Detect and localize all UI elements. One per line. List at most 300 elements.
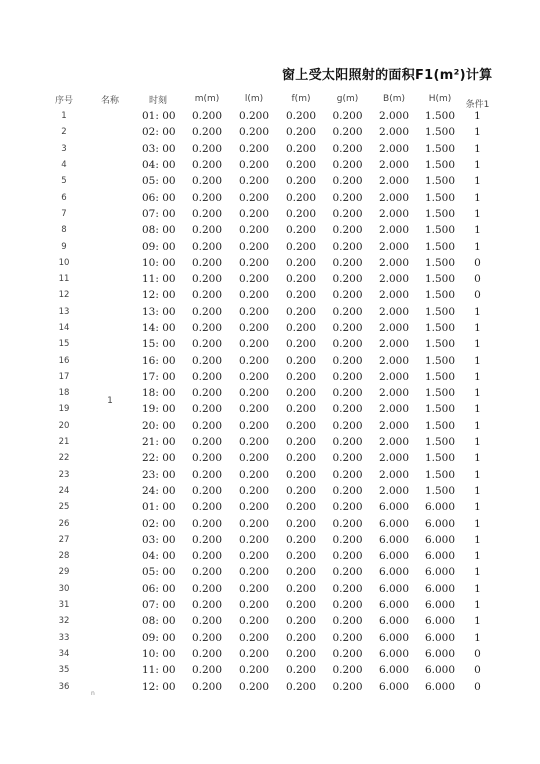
cell-m: 0.200 — [191, 273, 223, 286]
cell-g: 0.200 — [332, 419, 363, 432]
cell-condition: 1 — [474, 191, 481, 204]
cell-m: 0.200 — [191, 680, 223, 693]
cell-condition: 1 — [474, 631, 481, 644]
cell-time: 10: 00 — [142, 256, 176, 269]
cell-l: 0.200 — [238, 240, 270, 253]
cell-h: 6.000 — [424, 615, 456, 628]
cell-index: 28 — [58, 551, 70, 562]
cell-condition: 1 — [474, 224, 481, 237]
cell-b: 2.000 — [378, 322, 410, 334]
cell-index: 22 — [58, 453, 70, 464]
cell-m: 0.200 — [191, 501, 223, 514]
cell-condition: 1 — [474, 501, 481, 514]
cell-g: 0.200 — [332, 289, 363, 302]
cell-index: 15 — [58, 339, 70, 350]
cell-b: 2.000 — [378, 240, 410, 253]
cell-condition: 0 — [474, 647, 481, 660]
cell-time: 21: 00 — [142, 436, 176, 449]
cell-condition: 1 — [474, 436, 481, 449]
cell-m: 0.200 — [191, 175, 223, 188]
cell-g: 0.200 — [332, 550, 363, 563]
cell-f: 0.200 — [285, 126, 317, 139]
sheet-title: 窗上受太阳照射的面积F1(m²)计算 — [282, 68, 493, 83]
cell-b: 2.000 — [378, 370, 410, 383]
cell-condition: 1 — [474, 142, 481, 155]
cell-m: 0.200 — [191, 256, 223, 269]
cell-condition: 1 — [474, 533, 481, 546]
header-g: g(m) — [336, 94, 359, 104]
cell-b: 2.000 — [378, 191, 410, 204]
cell-h: 1.500 — [424, 322, 456, 334]
cell-m: 0.200 — [191, 142, 223, 155]
cell-f: 0.200 — [285, 273, 317, 286]
cell-f: 0.200 — [285, 664, 317, 677]
cell-time: 16: 00 — [142, 354, 176, 367]
cell-condition: 1 — [474, 354, 481, 367]
cell-index: 17 — [58, 371, 70, 382]
cell-m: 0.200 — [191, 370, 223, 383]
cell-time: 19: 00 — [142, 403, 176, 416]
cell-condition: 1 — [474, 419, 481, 432]
cell-b: 6.000 — [378, 582, 410, 595]
cell-h: 6.000 — [424, 631, 456, 644]
cell-l: 0.200 — [238, 256, 270, 269]
cell-b: 2.000 — [378, 289, 410, 302]
cell-f: 0.200 — [285, 142, 317, 155]
header-index: 序号 — [54, 95, 73, 106]
cell-time: 24: 00 — [142, 484, 176, 497]
cell-time: 03: 00 — [142, 142, 176, 155]
cell-time: 02: 00 — [142, 517, 176, 530]
cell-h: 1.500 — [424, 354, 456, 367]
cell-index: 4 — [61, 160, 67, 171]
cell-g: 0.200 — [332, 142, 363, 155]
cell-b: 2.000 — [378, 387, 410, 400]
cell-m: 0.200 — [191, 436, 223, 449]
cell-index: 14 — [58, 323, 70, 333]
cell-b: 6.000 — [378, 566, 410, 579]
cell-f: 0.200 — [285, 599, 317, 612]
cell-m: 0.200 — [191, 126, 223, 139]
cell-f: 0.200 — [285, 370, 317, 383]
cell-m: 0.200 — [191, 566, 223, 579]
header-l: l(m) — [244, 94, 264, 104]
cell-condition: 1 — [474, 159, 481, 172]
cell-l: 0.200 — [238, 305, 270, 318]
cell-g: 0.200 — [332, 159, 363, 172]
cell-f: 0.200 — [285, 403, 317, 416]
cell-f: 0.200 — [285, 647, 317, 660]
cell-condition: 1 — [474, 550, 481, 563]
cell-g: 0.200 — [332, 191, 363, 204]
cell-condition: 0 — [474, 680, 481, 693]
cell-h: 1.500 — [424, 403, 456, 416]
cell-g: 0.200 — [332, 370, 363, 383]
cell-time: 18: 00 — [142, 387, 176, 400]
cell-l: 0.200 — [238, 159, 270, 172]
cell-time: 06: 00 — [142, 191, 176, 204]
cell-l: 0.200 — [238, 175, 270, 188]
cell-l: 0.200 — [238, 354, 270, 367]
header-name: 名称 — [100, 95, 119, 106]
cell-b: 2.000 — [378, 110, 410, 123]
cell-l: 0.200 — [238, 680, 270, 693]
cell-b: 2.000 — [378, 159, 410, 172]
cell-h: 6.000 — [424, 599, 456, 612]
cell-time: 08: 00 — [142, 224, 176, 237]
cell-g: 0.200 — [332, 240, 363, 253]
cell-time: 12: 00 — [142, 289, 176, 302]
cell-index: 1 — [61, 111, 67, 122]
cell-g: 0.200 — [332, 615, 363, 628]
cell-f: 0.200 — [285, 338, 317, 351]
cell-h: 6.000 — [424, 647, 456, 660]
cell-h: 1.500 — [424, 338, 456, 351]
cell-l: 0.200 — [238, 501, 270, 514]
cell-l: 0.200 — [238, 484, 270, 497]
cell-b: 6.000 — [378, 680, 410, 693]
cell-g: 0.200 — [332, 224, 363, 237]
cell-l: 0.200 — [238, 338, 270, 351]
cell-h: 1.500 — [424, 305, 456, 318]
cell-b: 6.000 — [378, 664, 410, 677]
cell-h: 1.500 — [424, 387, 456, 400]
cell-f: 0.200 — [285, 631, 317, 644]
cell-time: 05: 00 — [142, 175, 176, 188]
cell-time: 12: 00 — [142, 680, 176, 693]
cell-h: 1.500 — [424, 207, 456, 220]
cell-f: 0.200 — [285, 110, 317, 123]
cell-f: 0.200 — [285, 256, 317, 269]
cell-g: 0.200 — [332, 322, 363, 334]
cell-condition: 0 — [474, 273, 481, 286]
cell-index: 27 — [58, 534, 70, 545]
cell-index: 34 — [58, 648, 70, 659]
cell-b: 2.000 — [378, 126, 410, 139]
cell-time: 06: 00 — [142, 582, 176, 595]
cell-l: 0.200 — [238, 110, 270, 123]
cell-index: 2 — [61, 127, 67, 138]
cell-b: 2.000 — [378, 175, 410, 188]
cell-f: 0.200 — [285, 191, 317, 204]
cell-m: 0.200 — [191, 664, 223, 677]
cell-index: 7 — [61, 208, 67, 219]
cell-h: 1.500 — [424, 370, 456, 383]
cell-condition: 1 — [474, 582, 481, 595]
cell-condition: 1 — [474, 207, 481, 220]
cell-f: 0.200 — [285, 501, 317, 514]
cell-h: 1.500 — [424, 419, 456, 432]
cell-l: 0.200 — [238, 207, 270, 220]
cell-h: 1.500 — [424, 273, 456, 286]
cell-f: 0.200 — [285, 680, 317, 693]
cell-condition: 1 — [474, 126, 481, 139]
cell-b: 2.000 — [378, 419, 410, 432]
cell-index: 5 — [61, 176, 67, 187]
cell-f: 0.200 — [285, 484, 317, 497]
cell-h: 1.500 — [424, 436, 456, 449]
cell-condition: 0 — [474, 289, 481, 302]
header-m: m(m) — [194, 94, 220, 104]
cell-h: 6.000 — [424, 566, 456, 579]
cell-b: 2.000 — [378, 256, 410, 269]
cell-index: 29 — [58, 567, 70, 578]
cell-g: 0.200 — [332, 256, 363, 269]
cell-b: 2.000 — [378, 142, 410, 155]
cell-g: 0.200 — [332, 354, 363, 367]
cell-b: 6.000 — [378, 533, 410, 546]
cell-h: 6.000 — [424, 501, 456, 514]
cell-time: 04: 00 — [142, 550, 176, 563]
cell-g: 0.200 — [332, 631, 363, 644]
cell-g: 0.200 — [332, 484, 363, 497]
cell-condition: 1 — [474, 403, 481, 416]
cell-g: 0.200 — [332, 680, 363, 693]
cell-index: 9 — [61, 241, 67, 252]
cell-l: 0.200 — [238, 517, 270, 530]
cell-l: 0.200 — [238, 582, 270, 595]
header-time: 时刻 — [148, 95, 167, 106]
cell-index: 18 — [58, 388, 70, 399]
header-condition — [463, 90, 492, 108]
cell-condition: 1 — [474, 484, 481, 497]
cell-l: 0.200 — [238, 452, 270, 465]
cell-condition: 1 — [474, 175, 481, 188]
table-row — [40, 108, 492, 124]
cell-b: 6.000 — [378, 631, 410, 644]
cell-time: 02: 00 — [142, 126, 176, 139]
cell-b: 6.000 — [378, 615, 410, 628]
cell-time: 22: 00 — [142, 452, 176, 465]
cell-f: 0.200 — [285, 240, 317, 253]
cell-h: 6.000 — [424, 533, 456, 546]
cell-f: 0.200 — [285, 305, 317, 318]
cell-b: 2.000 — [378, 436, 410, 449]
cell-b: 6.000 — [378, 647, 410, 660]
cell-g: 0.200 — [332, 599, 363, 612]
cell-l: 0.200 — [238, 126, 270, 139]
cell-time: 11: 00 — [142, 664, 176, 677]
cell-time: 09: 00 — [142, 631, 176, 644]
cell-l: 0.200 — [238, 289, 270, 302]
cell-g: 0.200 — [332, 582, 363, 595]
cell-b: 2.000 — [378, 354, 410, 367]
cell-g: 0.200 — [332, 533, 363, 546]
cell-m: 0.200 — [191, 452, 223, 465]
cell-l: 0.200 — [238, 664, 270, 677]
cell-g: 0.200 — [332, 175, 363, 188]
cell-g: 0.200 — [332, 305, 363, 318]
cell-m: 0.200 — [191, 631, 223, 644]
cell-m: 0.200 — [191, 354, 223, 367]
cell-time: 14: 00 — [142, 322, 176, 334]
cell-l: 0.200 — [238, 370, 270, 383]
cell-l: 0.200 — [238, 647, 270, 660]
cell-f: 0.200 — [285, 517, 317, 530]
cell-b: 6.000 — [378, 501, 410, 514]
cell-h: 1.500 — [424, 224, 456, 237]
cell-f: 0.200 — [285, 582, 317, 595]
cell-index: 33 — [58, 632, 70, 643]
cell-index: 20 — [58, 420, 70, 431]
cell-m: 0.200 — [191, 305, 223, 318]
cell-l: 0.200 — [238, 191, 270, 204]
cell-time: 05: 00 — [142, 566, 176, 579]
cell-g: 0.200 — [332, 517, 363, 530]
cell-m: 0.200 — [191, 289, 223, 302]
cell-h: 1.500 — [424, 126, 456, 139]
cell-h: 6.000 — [424, 680, 456, 693]
cell-time: 04: 00 — [142, 159, 176, 172]
cell-l: 0.200 — [238, 273, 270, 286]
cell-f: 0.200 — [285, 452, 317, 465]
cell-l: 0.200 — [238, 631, 270, 644]
cell-b: 6.000 — [378, 550, 410, 563]
cell-condition: 0 — [474, 664, 481, 677]
cell-index: 36 — [58, 681, 70, 692]
cell-l: 0.200 — [238, 224, 270, 237]
cell-f: 0.200 — [285, 566, 317, 579]
cell-time: 01: 00 — [142, 110, 176, 123]
cell-g: 0.200 — [332, 387, 363, 400]
cell-index: 23 — [58, 469, 70, 480]
cell-b: 2.000 — [378, 403, 410, 416]
cell-m: 0.200 — [191, 615, 223, 628]
cell-time: 11: 00 — [142, 273, 176, 286]
cell-l: 0.200 — [238, 322, 270, 334]
cell-g: 0.200 — [332, 436, 363, 449]
cell-index: 6 — [61, 192, 67, 203]
cell-g: 0.200 — [332, 664, 363, 677]
cell-f: 0.200 — [285, 550, 317, 563]
cell-g: 0.200 — [332, 273, 363, 286]
cell-f: 0.200 — [285, 354, 317, 367]
cell-m: 0.200 — [191, 387, 223, 400]
cell-f: 0.200 — [285, 419, 317, 432]
cell-b: 2.000 — [378, 338, 410, 351]
cell-m: 0.200 — [191, 647, 223, 660]
cell-m: 0.200 — [191, 468, 223, 481]
cell-index: 8 — [61, 225, 67, 236]
cell-index: 16 — [58, 355, 70, 366]
cell-time: 07: 00 — [142, 207, 176, 220]
cell-b: 2.000 — [378, 468, 410, 481]
cell-g: 0.200 — [332, 647, 363, 660]
cell-g: 0.200 — [332, 566, 363, 579]
cell-f: 0.200 — [285, 436, 317, 449]
cell-h: 1.500 — [424, 468, 456, 481]
cell-l: 0.200 — [238, 403, 270, 416]
cell-h: 1.500 — [424, 159, 456, 172]
cell-condition: 1 — [474, 305, 481, 318]
cell-b: 2.000 — [378, 484, 410, 497]
cell-index: 19 — [58, 404, 70, 415]
cell-f: 0.200 — [285, 207, 317, 220]
cell-m: 0.200 — [191, 517, 223, 530]
cell-condition: 1 — [474, 468, 481, 481]
cell-index: 21 — [58, 437, 70, 448]
cell-h: 1.500 — [424, 191, 456, 204]
cell-time: 13: 00 — [142, 305, 176, 318]
cell-condition: 1 — [474, 370, 481, 383]
cell-m: 0.200 — [191, 240, 223, 253]
table-body — [40, 108, 492, 695]
cell-h: 1.500 — [424, 256, 456, 269]
cell-g: 0.200 — [332, 468, 363, 481]
cell-g: 0.200 — [332, 338, 363, 351]
cell-m: 0.200 — [191, 419, 223, 432]
cell-condition: 1 — [474, 566, 481, 579]
cell-h: 6.000 — [424, 664, 456, 677]
cell-f: 0.200 — [285, 159, 317, 172]
cell-time: 15: 00 — [142, 338, 176, 351]
cell-b: 2.000 — [378, 273, 410, 286]
cell-index: 26 — [58, 518, 70, 529]
cell-condition: 1 — [474, 517, 481, 530]
cell-b: 2.000 — [378, 452, 410, 465]
cell-l: 0.200 — [238, 387, 270, 400]
cell-condition: 1 — [474, 615, 481, 628]
cell-index: 11 — [58, 274, 70, 285]
header-row — [40, 90, 492, 108]
cell-l: 0.200 — [238, 419, 270, 432]
cell-h: 1.500 — [424, 240, 456, 253]
cell-h: 6.000 — [424, 550, 456, 563]
cell-m: 0.200 — [191, 403, 223, 416]
cell-time: 09: 00 — [142, 240, 176, 253]
cell-f: 0.200 — [285, 289, 317, 302]
cell-b: 2.000 — [378, 305, 410, 318]
cell-l: 0.200 — [238, 615, 270, 628]
cell-m: 0.200 — [191, 599, 223, 612]
cell-index: 3 — [61, 143, 67, 154]
cell-index: 12 — [58, 290, 70, 301]
cell-l: 0.200 — [238, 533, 270, 546]
cell-m: 0.200 — [191, 207, 223, 220]
cell-m: 0.200 — [191, 224, 223, 237]
cell-m: 0.200 — [191, 582, 223, 595]
cell-index: 32 — [58, 616, 70, 627]
cell-index: 24 — [58, 485, 70, 496]
cell-g: 0.200 — [332, 207, 363, 220]
cell-h: 1.500 — [424, 142, 456, 155]
cell-condition: 1 — [474, 387, 481, 400]
cell-index: 10 — [58, 257, 70, 268]
cell-m: 0.200 — [191, 338, 223, 351]
cell-f: 0.200 — [285, 387, 317, 400]
cell-b: 6.000 — [378, 599, 410, 612]
cell-f: 0.200 — [285, 533, 317, 546]
cell-h: 1.500 — [424, 289, 456, 302]
cell-f: 0.200 — [285, 175, 317, 188]
cell-l: 0.200 — [238, 550, 270, 563]
cell-index: 31 — [58, 600, 70, 611]
cell-time: 08: 00 — [142, 615, 176, 628]
cell-g: 0.200 — [332, 501, 363, 514]
cell-l: 0.200 — [238, 566, 270, 579]
cell-g: 0.200 — [332, 110, 363, 123]
cell-l: 0.200 — [238, 142, 270, 155]
cell-m: 0.200 — [191, 550, 223, 563]
cell-g: 0.200 — [332, 452, 363, 465]
cell-time: 23: 00 — [142, 468, 176, 481]
cell-m: 0.200 — [191, 159, 223, 172]
footnote-mark: n — [91, 690, 95, 697]
cell-time: 03: 00 — [142, 533, 176, 546]
cell-l: 0.200 — [238, 599, 270, 612]
cell-b: 2.000 — [378, 207, 410, 220]
cell-h: 1.500 — [424, 110, 456, 123]
